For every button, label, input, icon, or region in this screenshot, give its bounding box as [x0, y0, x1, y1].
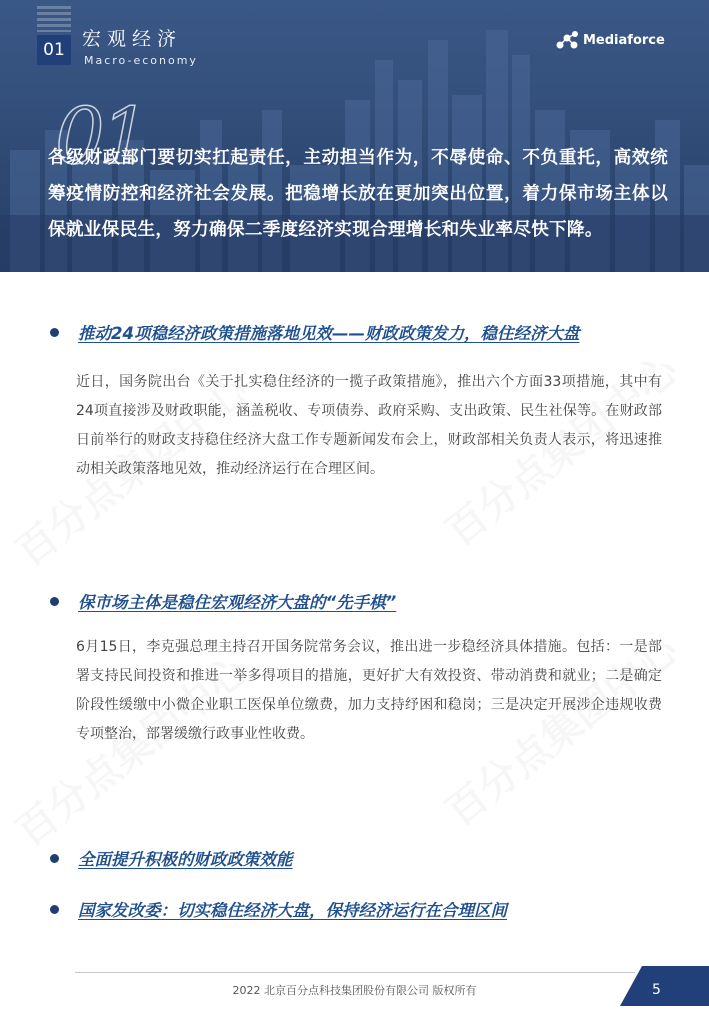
bullet-icon — [50, 597, 59, 606]
section-heading-1[interactable] — [50, 320, 579, 344]
footer-divider — [75, 972, 635, 973]
bullet-icon — [50, 328, 59, 337]
section-heading-4[interactable] — [50, 897, 507, 921]
molecule-icon — [555, 30, 581, 52]
section-heading-3[interactable] — [50, 846, 293, 870]
section-number-badge: 01 — [37, 35, 71, 65]
brand-name: Mediaforce — [583, 33, 665, 48]
heading-link[interactable]: 推动24项稳经济政策措施落地见效——财政政策发力，稳住经济大盘 — [78, 324, 580, 343]
heading-link[interactable]: 全面提升积极的财政政策效能 — [78, 850, 293, 869]
footer-copyright: 2022 北京百分点科技集团股份有限公司 版权所有 — [232, 984, 477, 997]
large-section-number: 01 — [55, 92, 147, 182]
header-banner — [0, 0, 709, 272]
section-body-1: 近日，国务院出台《关于扎实稳住经济的一揽子政策措施》，推出六个方面33项措施，其中有24项直接涉及财政职能，涵盖税收、专项债券、政府采购、支出政策、民生社保等。在财政部日前举行的财政支持稳住经济大盘工作专题新闻发布会上，财政部相关负责人表示，将迅速推动相关政策落地见效，推动经济运行在合理区间。 — [76, 374, 662, 477]
brand-logo — [555, 30, 695, 52]
intro-paragraph: 各级财政部门要切实扛起责任，主动担当作为，不辱使命、不负重托，高效统筹疫情防控和经济社会发展。把稳增长放在更加突出位置，着力保市场主体以保就业保民生，努力确保二季度经济实现合理增长和失业率尽快下降。 — [48, 148, 668, 240]
bullet-icon — [50, 854, 59, 863]
decorative-stripes — [37, 6, 71, 32]
page-number-badge — [620, 966, 709, 1006]
section-body-2: 6月15日，李克强总理主持召开国务院常务会议，推出进一步稳经济具体措施。包括：一是部署支持民间投资和推进一举多得项目的措施，更好扩大有效投资、带动消费和就业；二是确定阶段性缓缴中小微企业职工医保单位缴费，加力支持纾困和稳岗；三是决定开展涉企违规收费专项整治，部署缓缴行政事业性收费。 — [76, 639, 662, 742]
section-title: 宏观经济 — [82, 28, 183, 50]
section-subtitle: Macro-economy — [84, 54, 198, 67]
page-number: 5 — [652, 982, 661, 998]
bullet-icon — [50, 905, 59, 914]
heading-link[interactable]: 保市场主体是稳住宏观经济大盘的“先手棋” — [78, 593, 397, 612]
section-heading-2[interactable] — [50, 589, 396, 613]
heading-link[interactable]: 国家发改委：切实稳住经济大盘，保持经济运行在合理区间 — [78, 901, 507, 920]
